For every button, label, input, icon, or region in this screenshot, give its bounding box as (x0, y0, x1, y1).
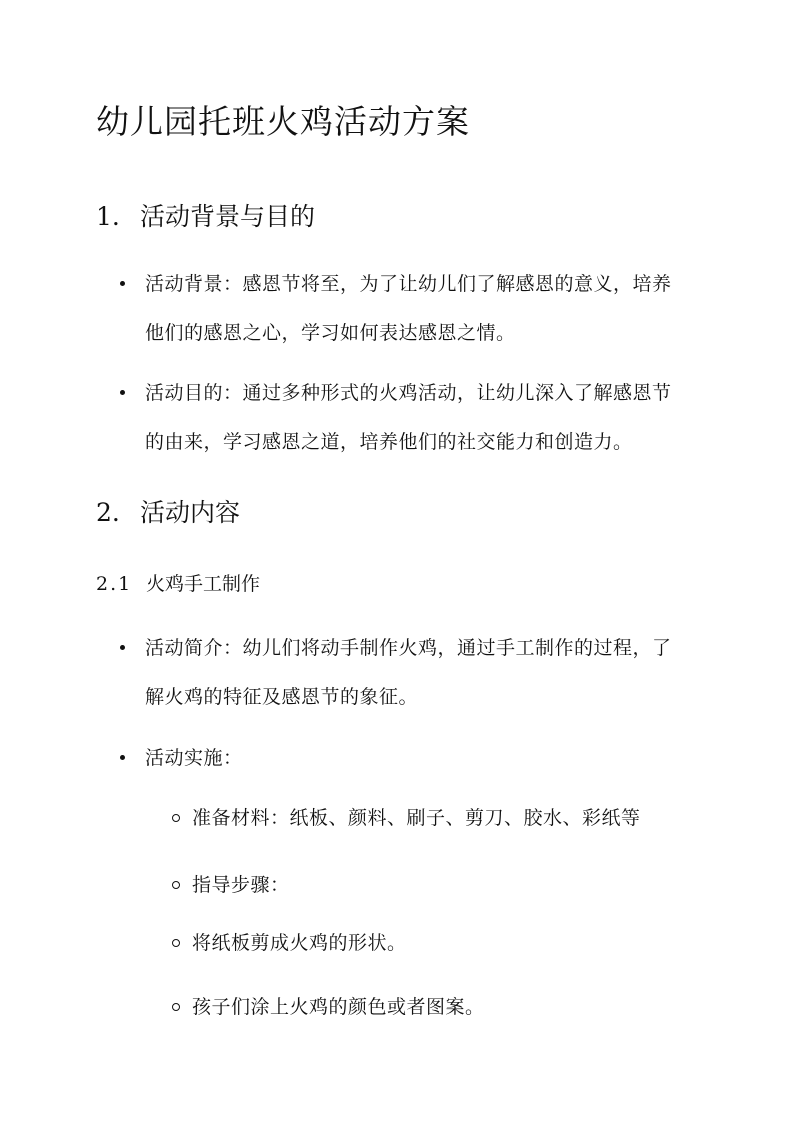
list-item-text: 活动简介：幼儿们将动手制作火鸡，通过手工制作的过程，了解火鸡的特征及感恩节的象征。 (145, 637, 672, 708)
list-item (120, 369, 690, 467)
sub-list-item-text: 指导步骤： (192, 874, 290, 896)
circle-bullet-icon (172, 881, 180, 889)
section-heading-2 (96, 493, 240, 529)
bullet-icon (120, 755, 125, 760)
section-title: 活动背景与目的 (140, 202, 316, 231)
section-title: 活动内容 (140, 498, 241, 527)
list-item (120, 624, 690, 722)
sub-list-item-text: 孩子们涂上火鸡的颜色或者图案。 (192, 996, 485, 1018)
sub-list-item-text: 准备材料：纸板、颜料、刷子、剪刀、胶水、彩纸等 (192, 807, 641, 829)
circle-bullet-icon (172, 814, 180, 822)
subsection-title: 火鸡手工制作 (146, 573, 261, 595)
sub-list-item (172, 804, 641, 832)
list-item-text: 活动目的：通过多种形式的火鸡活动，让幼儿深入了解感恩节的由来，学习感恩之道，培养他们的社交能力和创造力。 (145, 382, 672, 453)
circle-bullet-icon (172, 1003, 180, 1011)
list-item-text: 活动背景：感恩节将至，为了让幼儿们了解感恩的意义，培养他们的感恩之心，学习如何表达感恩之情。 (145, 273, 672, 344)
circle-bullet-icon (172, 939, 180, 947)
bullet-icon (120, 645, 125, 650)
list-item (120, 260, 690, 358)
sub-list-item (172, 871, 290, 899)
document-title: 幼儿园托班火鸡活动方案 (96, 102, 470, 141)
subsection-number: 2.1 (96, 573, 133, 595)
section-heading-1 (96, 197, 315, 233)
sub-list-item (172, 929, 407, 957)
bullet-icon (120, 390, 125, 395)
sub-list-item-text: 将纸板剪成火鸡的形状。 (192, 932, 407, 954)
list-item-text: 活动实施： (145, 747, 243, 769)
subsection-heading (96, 569, 260, 596)
bullet-icon (120, 281, 125, 286)
section-number: 2. (96, 498, 120, 527)
list-item (120, 734, 690, 783)
section-number: 1. (96, 202, 120, 231)
sub-list-item (172, 993, 485, 1021)
